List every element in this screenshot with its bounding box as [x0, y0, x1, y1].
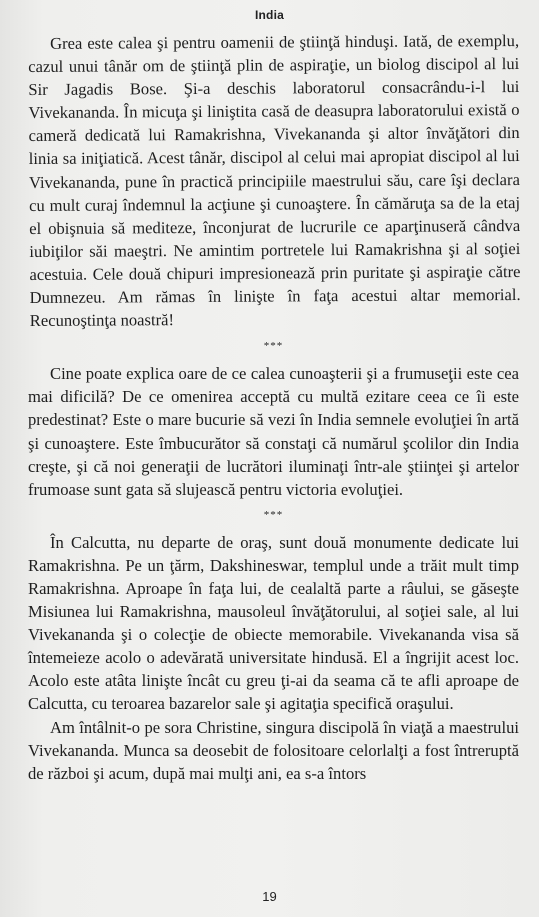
page-number: 19 — [262, 889, 277, 904]
paragraph-sister-christine: Am întâlnit-o pe sora Christine, singura discipolă în viaţă a maestrului Vivekananda. Munca sa deosebit de folositoare celorlalţi a fost întreruptă de război şi acum, după mai mulţi ani, ea s-a întors — [28, 717, 519, 783]
paragraph-knowledge-beauty: Cine poate explica oare de ce calea cunoaşterii şi a frumuseţii este cea mai dificilă? De ce omenirea acceptă cu multă ezitare ceea ce îi este predestinat? Este o mare bucurie să vezi în India semnele evoluţiei în artă şi cunoaştere. Este îmbucurător să constaţi că numărul şcolilor din India creşte, şi că noi generaţii de lucrători iluminaţi într-ale ştiinţei şi artelor frumoase sunt gata să slujească pentru victoria evoluţiei. — [28, 364, 519, 499]
running-header-title: India — [254, 8, 284, 22]
page-body — [28, 32, 519, 785]
section-separator-1: *** — [263, 340, 284, 353]
paragraph-calcutta-monuments: În Calcutta, nu departe de oraş, sunt două monumente dedicate lui Ramakrishna. Pe un ţărm, Dakshineswar, templul unde a trăit mult timp Ramakrishna. Aproape în faţa lui, de cealaltă parte a râului, se găseşte Misiunea lui Ramakrishna, mausoleul învăţătorului, al soţiei sale, al lui Vivekananda şi o colecţie de obiecte memorabile. Vivekananda visa să întemeieze acolo o adevărată universitate hindusă. El a îngrijit acest loc. Acolo este atâta linişte încât cu greu ţi-ai da seama că te afli aproape de Calcutta, cu teroarea bazarelor sale şi agitaţia specifică oraşului. — [28, 532, 519, 714]
paragraph-scientists: Grea este calea şi pentru oamenii de ştiinţă hinduşi. Iată, de exemplu, cazul unui tânăr om de ştiinţă plin de aspiraţie, un biolog discipol al lui Sir Jagadis Bose. Şi-a deschis laboratorul consacrându-i-l lui Vivekananda. În micuţa şi liniştita casă de deasupra laboratorului există o cameră dedicată lui Ramakrishna, Vivekananda şi altor învăţători din linia sa iniţiatică. Acest tânăr, discipol al celui mai apropiat discipol al lui Vivekananda, pune în practică principiile maestrului său, care îşi declara cu mult curaj îndemnul la acţiune şi cunoaştere. În cămăruţa sa de la etaj el obişnuia să mediteze, înconjurat de lucrurile ce aparţinuseră cândva iubiţilor săi maeştri. Ne amintim portretele lui Ramakrishna şi al soţiei acestuia. Cele două chipuri impresionează prin puritate şi aspiraţie către Dumnezeu. Am rămas în linişte în faţa acestui altar memorial. Recunoştinţa noastră! — [28, 31, 521, 331]
section-separator-2: *** — [263, 508, 284, 521]
